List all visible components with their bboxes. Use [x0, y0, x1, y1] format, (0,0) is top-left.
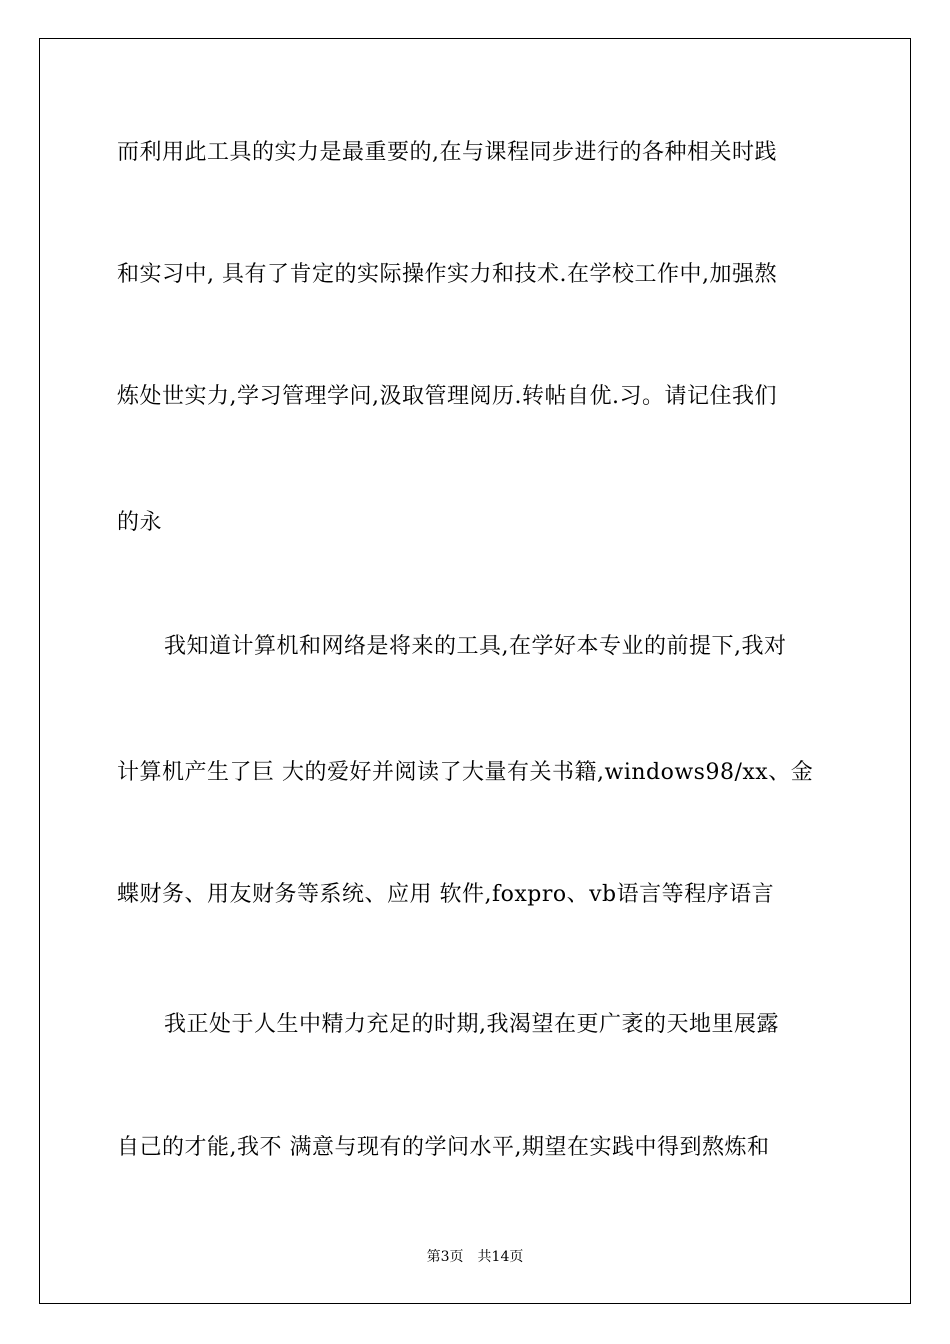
paragraph-3-line-1: 我正处于人生中精力充足的时期,我渴望在更广袤的天地里展露 [164, 1012, 779, 1037]
paragraph-2-line-2: 计算机产生了巨 大的爱好并阅读了大量有关书籍,windows98/xx、金 [117, 760, 814, 785]
page-number: 第3页 [426, 1249, 464, 1265]
text-line-3: 炼处世实力,学习管理学问,汲取管理阅历.转帖自优.习。请记住我们 [117, 384, 777, 409]
text-line-1: 而利用此工具的实力是最重要的,在与课程同步进行的各种相关时践 [117, 140, 777, 165]
page-footer [0, 1248, 950, 1266]
text-line-2: 和实习中, 具有了肯定的实际操作实力和技术.在学校工作中,加强熬 [117, 262, 777, 287]
paragraph-2-line-3: 蝶财务、用友财务等系统、应用 软件,foxpro、vb语言等程序语言 [117, 882, 775, 907]
page-total: 共14页 [477, 1249, 524, 1265]
paragraph-2-line-1: 我知道计算机和网络是将来的工具,在学好本专业的前提下,我对 [164, 634, 787, 659]
text-line-4: 的永 [117, 510, 163, 535]
paragraph-3-line-2: 自己的才能,我不 满意与现有的学问水平,期望在实践中得到熬炼和 [117, 1135, 770, 1160]
page-border [39, 38, 911, 1304]
